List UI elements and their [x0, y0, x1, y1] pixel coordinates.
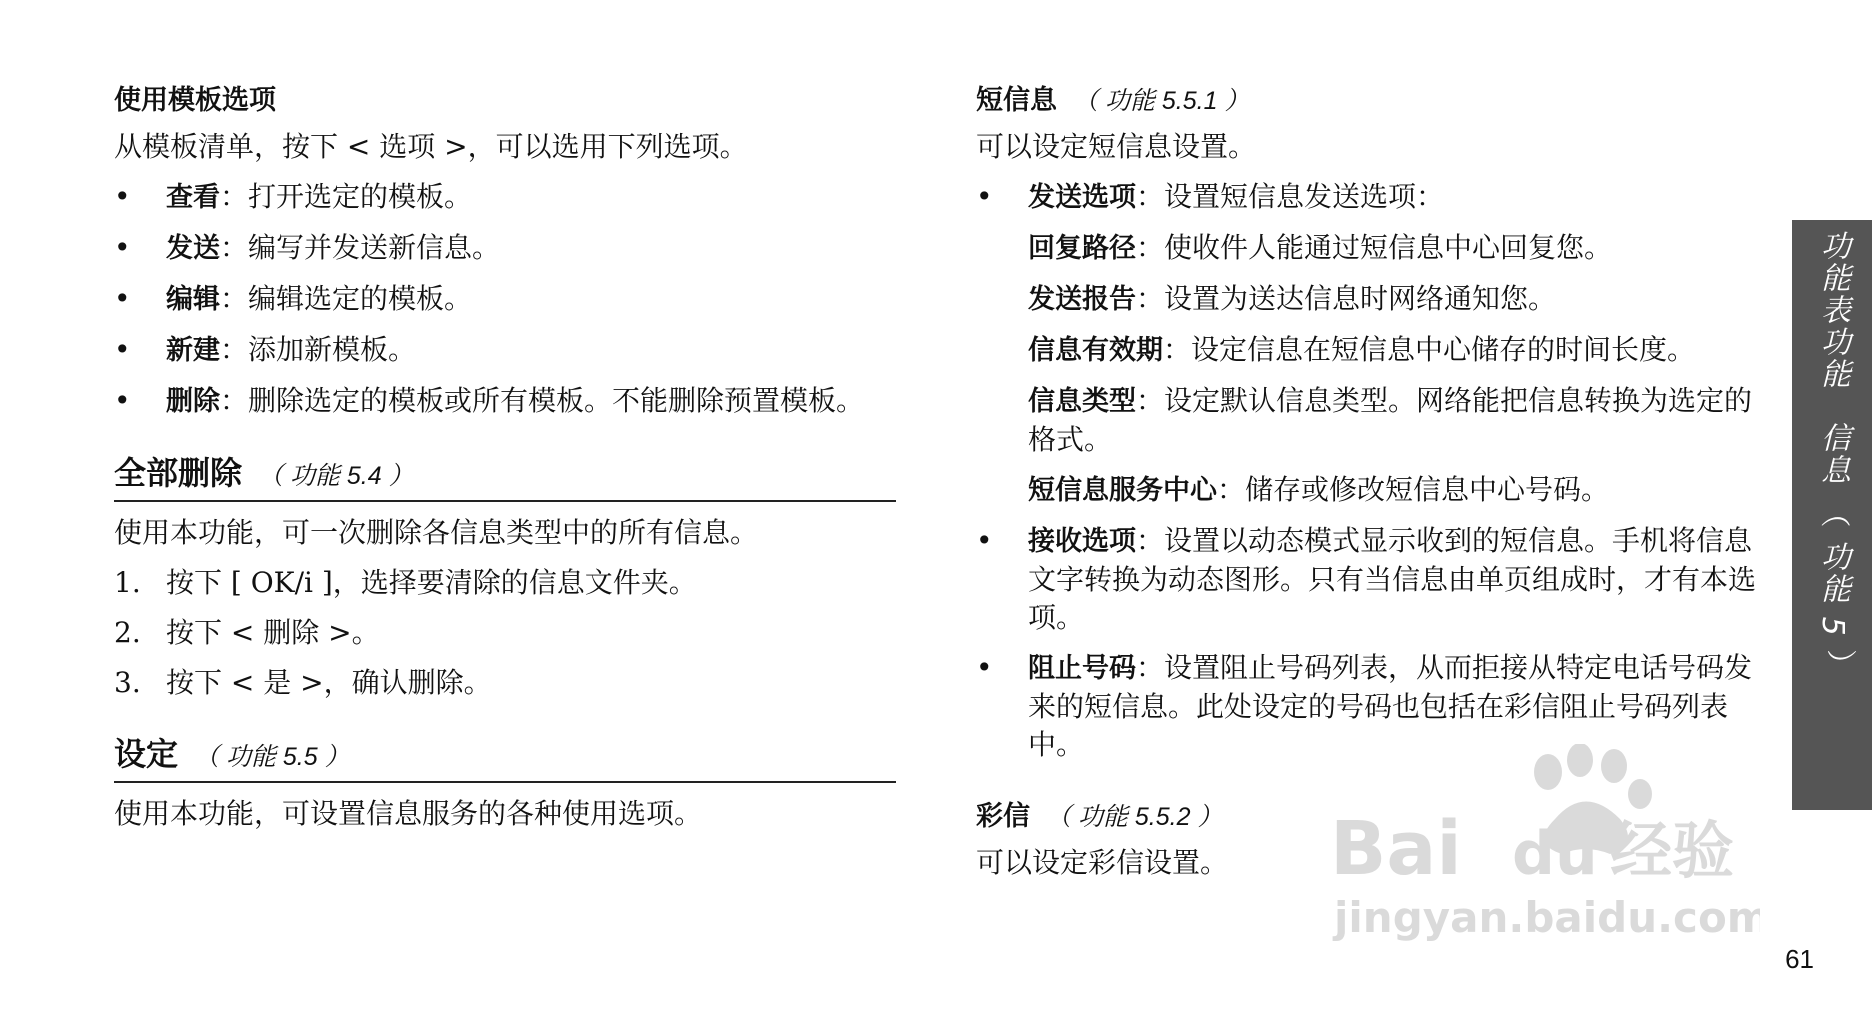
list-item: • 阻止号码：设置阻止号码列表，从而拒接从特定电话号码发来的短信息。此处设定的号码也包括在彩信阻止号码列表中。	[976, 651, 1753, 761]
watermark-brand: Bai	[1330, 806, 1462, 892]
baidu-paw-logo-icon	[1330, 744, 1760, 944]
sms-intro: 可以设定短信息设置。	[976, 130, 1257, 163]
list-item: • 接收选项：设置以动态模式显示收到的短信息。手机将信息文字转换为动态图形。只有当信息由单页组成时，才有本选项。	[976, 524, 1757, 634]
sub-item: 回复路径：使收件人能通过短信息中心回复您。	[1028, 231, 1613, 264]
list-item: • 发送选项：设置短信息发送选项：	[976, 180, 1445, 213]
watermark-brand-suffix: du	[1512, 819, 1598, 889]
delete-all-intro: 使用本功能，可一次删除各信息类型中的所有信息。	[114, 516, 759, 549]
watermark-jingyan: 经验	[1610, 814, 1735, 887]
chapter-side-tab	[1792, 220, 1872, 810]
delete-all-steps	[114, 564, 896, 702]
page-number: 61	[1785, 944, 1814, 974]
sms-options-list	[976, 178, 1756, 217]
template-options-intro: 从模板清单，按下 < 选项 >，可以选用下列选项。	[114, 130, 748, 163]
sms-heading: 短信息 （ 功能 5.5.1 ）	[976, 85, 1250, 116]
function-number: （ 功能 5.4 ）	[258, 462, 414, 490]
sms-more-options-list	[976, 522, 1756, 764]
template-options-heading: 使用模板选项	[114, 85, 276, 116]
chapter-side-tab-label: 功能表功能 信息 （ 功能 5 ）	[1815, 230, 1850, 682]
function-number: （ 功能 5.5.1 ）	[1073, 87, 1250, 115]
step-item: 1. 按下 [ OK/i ]，选择要清除的信息文件夹。	[114, 566, 697, 599]
list-item: • 发送：编写并发送新信息。	[114, 231, 501, 264]
settings-section-title: 设定 （ 功能 5.5 ）	[114, 732, 896, 783]
sub-item: 信息有效期：设定信息在短信息中心储存的时间长度。	[1028, 333, 1696, 366]
list-item: • 编辑：编辑选定的模板。	[114, 282, 473, 315]
sub-item: 发送报告：设置为送达信息时网络通知您。	[1028, 282, 1557, 315]
sub-item: 信息类型：设定默认信息类型。网络能把信息转换为选定的格式。	[1028, 384, 1753, 456]
list-item: • 查看：打开选定的模板。	[114, 180, 473, 213]
list-item: • 删除：删除选定的模板或所有模板。不能删除预置模板。	[114, 384, 865, 417]
watermark-url: jingyan.baidu.com	[1334, 893, 1760, 942]
mms-heading: 彩信 （ 功能 5.5.2 ）	[976, 801, 1223, 832]
step-item: 3. 按下 < 是 >，确认删除。	[114, 666, 492, 699]
sub-item: 短信息服务中心：储存或修改短信息中心号码。	[1028, 473, 1610, 506]
settings-intro: 使用本功能，可设置信息服务的各种使用选项。	[114, 797, 703, 830]
mms-intro: 可以设定彩信设置。	[976, 846, 1229, 879]
left-column	[114, 82, 896, 845]
step-item: 2. 按下 < 删除 >。	[114, 616, 380, 649]
function-number: （ 功能 5.5.2 ）	[1046, 803, 1223, 831]
template-options-list	[114, 178, 896, 421]
delete-all-section-title: 全部删除 （ 功能 5.4 ）	[114, 451, 896, 502]
function-number: （ 功能 5.5 ）	[194, 743, 350, 771]
baidu-watermark	[1330, 744, 1760, 944]
list-item: • 新建：添加新模板。	[114, 333, 417, 366]
